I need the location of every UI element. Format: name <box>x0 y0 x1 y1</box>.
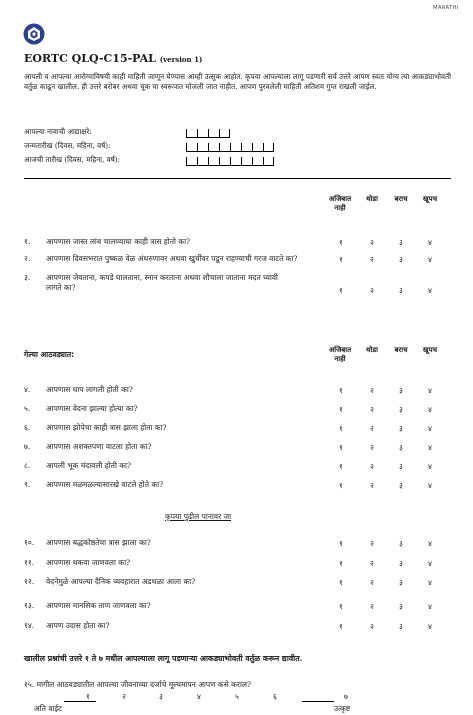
answer-option[interactable]: ३ <box>399 386 403 395</box>
answer-option[interactable]: ३ <box>399 286 403 295</box>
scale-tick <box>302 701 334 702</box>
answer-option[interactable]: २ <box>370 386 374 395</box>
scale-option-2[interactable]: २ <box>122 692 126 701</box>
answer-option[interactable]: ३ <box>399 539 403 548</box>
divider <box>24 178 451 179</box>
answer-option[interactable]: ४ <box>428 443 432 452</box>
question-number: ४. <box>24 385 31 394</box>
today-date-label: आजची तारीख (दिवस, महिना, वर्ष): <box>24 155 120 164</box>
answer-option[interactable]: २ <box>370 578 374 587</box>
question-number: १३. <box>24 601 35 610</box>
answer-option[interactable]: २ <box>370 481 374 490</box>
answer-option[interactable]: १ <box>339 481 343 490</box>
question-number: १५. <box>24 680 35 689</box>
answer-option[interactable]: ४ <box>428 405 432 414</box>
answer-option[interactable]: ३ <box>399 578 403 587</box>
col-header-not-at-all: अजिबात नाही <box>328 346 352 363</box>
intro-text: आपली व आपल्या आरोग्याविषयी काही माहिती जाणून घेण्यास आम्ही उत्सुक आहोत. कृपया आपल्याला लागू पडणारी सर्व उत्तरे आपण स्वतः योग्य त्या आकड्याभोवती वर्तुळ काढून खालील. ही उत्तरे बरोबर अथवा चूक या स्वरूपात मोजली जात नाहीत. आपण पुरवलेली माहिती अतिशय गुप्त राखली जाईल. <box>24 72 451 91</box>
answer-option[interactable]: ३ <box>399 622 403 631</box>
col-header-quite-a-bit: बराच <box>394 346 408 354</box>
form-version: (version 1) <box>159 55 203 64</box>
form-title-main: EORTC QLQ-C15-PAL <box>24 52 156 65</box>
scale-option-4[interactable]: ४ <box>197 692 201 701</box>
col-header-very-much: खूपच <box>422 195 438 203</box>
question-number: १०. <box>24 538 35 547</box>
question-text: वेदनेमुळे आपल्या दैनिक व्यवहारात अडथळा आला का? <box>46 577 196 586</box>
col-header-not-at-all: अजिबात नाही <box>328 195 352 212</box>
question-number: ७. <box>24 442 31 451</box>
answer-option[interactable]: ३ <box>399 238 403 247</box>
question-text: आपणास झोपेचा काही त्रास झाला होता का? <box>46 423 167 432</box>
question-text: आपणास थकवा जाणवला का? <box>46 558 131 567</box>
question-text: आपणास बद्धकोष्ठतेचा त्रास झाला का? <box>46 538 151 547</box>
answer-option[interactable]: १ <box>339 443 343 452</box>
answer-option[interactable]: २ <box>370 622 374 631</box>
answer-option[interactable]: २ <box>370 286 374 295</box>
question-number: ३. <box>24 273 31 282</box>
scale-option-5[interactable]: ५ <box>235 692 239 701</box>
col-header-quite-a-bit: बराच <box>394 195 408 203</box>
answer-option[interactable]: २ <box>370 405 374 414</box>
answer-option[interactable]: ४ <box>428 539 432 548</box>
question-text: आपणास मानसिक ताण जाणवला का? <box>46 601 151 610</box>
answer-option[interactable]: १ <box>339 539 343 548</box>
col-header-a-little: थोडा <box>366 195 378 203</box>
answer-option[interactable]: १ <box>339 578 343 587</box>
question-number: २. <box>24 254 31 263</box>
answer-option[interactable]: ४ <box>428 602 432 611</box>
scale-option-3[interactable]: ३ <box>159 692 163 701</box>
question-text: आपणास मळमळल्यासारखे वाटले होते का? <box>46 480 164 489</box>
initials-label: आपल्या नावाची आद्याक्षरे: <box>24 127 92 136</box>
answer-option[interactable]: ४ <box>428 424 432 433</box>
scale-tick <box>64 701 96 702</box>
answer-option[interactable]: २ <box>370 238 374 247</box>
question-text: आपली भूक मंदावली होती का? <box>46 461 131 470</box>
question-text: आपणास धाप लागली होती का? <box>46 385 133 394</box>
answer-option[interactable]: ४ <box>428 622 432 631</box>
question-number: १४. <box>24 621 35 630</box>
question-text: आपणास जेवताना, कपडे घालताना, स्नान करताना अथवा शौचाला जाताना मदत घ्यावी लागते का? <box>46 273 278 292</box>
answer-option[interactable]: २ <box>370 602 374 611</box>
answer-option[interactable]: २ <box>370 443 374 452</box>
scale-option-6[interactable]: ६ <box>273 692 277 701</box>
answer-option[interactable]: ४ <box>428 578 432 587</box>
question-number: ९. <box>24 480 31 489</box>
answer-option[interactable]: ४ <box>428 386 432 395</box>
answer-option[interactable]: १ <box>339 559 343 568</box>
answer-option[interactable]: २ <box>370 462 374 471</box>
answer-option[interactable]: ४ <box>428 255 432 264</box>
answer-option[interactable]: ३ <box>399 481 403 490</box>
question-text: आपणास वेदना झाल्या होत्या का? <box>46 404 138 413</box>
answer-option[interactable]: ३ <box>399 602 403 611</box>
answer-option[interactable]: ४ <box>428 559 432 568</box>
question-text: आपणास जास्त लांब चालण्याचा काही त्रास होतो का? <box>46 237 191 246</box>
answer-option[interactable]: १ <box>339 462 343 471</box>
question-number: ८. <box>24 461 31 470</box>
answer-option[interactable]: ४ <box>428 481 432 490</box>
answer-option[interactable]: २ <box>370 559 374 568</box>
answer-option[interactable]: १ <box>339 238 343 247</box>
birthdate-label: जन्मतारीख (दिवस, महिना, वर्ष): <box>24 141 111 150</box>
answer-option[interactable]: १ <box>339 602 343 611</box>
answer-option[interactable]: १ <box>339 405 343 414</box>
language-label: MARATHI <box>433 5 459 11</box>
question-number: ५. <box>24 404 31 413</box>
section-heading: गेल्या आठवड्यात: <box>24 350 75 359</box>
answer-option[interactable]: ३ <box>399 559 403 568</box>
answer-option[interactable]: ३ <box>399 255 403 264</box>
answer-option[interactable]: १ <box>339 386 343 395</box>
answer-option[interactable]: ४ <box>428 238 432 247</box>
answer-option[interactable]: ३ <box>399 462 403 471</box>
question-number: १. <box>24 237 31 246</box>
question-number: ११. <box>24 558 35 567</box>
form-title <box>24 52 202 65</box>
question-number: ६. <box>24 423 31 432</box>
question-text: आपणास अशक्तपणा वाटला होता का? <box>46 442 152 451</box>
eortc-logo <box>23 23 45 45</box>
col-header-very-much: खूपच <box>422 346 438 354</box>
scale-high-label: उत्कृष्ट <box>334 704 351 713</box>
question-number: १२. <box>24 577 35 586</box>
scale-low-label: अति वाईट <box>34 704 62 713</box>
answer-option[interactable]: १ <box>339 286 343 295</box>
question-text: आपण उदास होता का? <box>46 621 110 630</box>
answer-option[interactable]: २ <box>370 255 374 264</box>
answer-option[interactable]: ३ <box>399 443 403 452</box>
scale-option-1[interactable]: १ <box>86 692 90 701</box>
answer-option[interactable]: २ <box>370 424 374 433</box>
col-header-a-little: थोडा <box>366 346 378 354</box>
page-turn-note: कृपया पुढील पानावर जा <box>165 512 232 521</box>
question-text: आपणास दिवसभरात पुष्कळ वेळ अंथरुणावर अथवा खुर्चीवर पडून राहण्याची गरज वाटते का? <box>46 254 298 263</box>
answer-option[interactable]: २ <box>370 539 374 548</box>
answer-option[interactable]: ३ <box>399 405 403 414</box>
question-row-15 <box>24 680 251 690</box>
final-instruction: खालील प्रश्नांची उत्तरे १ ते ७ मधील आपल्याला लागू पडणाऱ्या आकड्याभोवती वर्तुळ करून द्यावीत. <box>24 654 303 663</box>
initials-field[interactable] <box>186 129 230 138</box>
answer-option[interactable]: ४ <box>428 462 432 471</box>
answer-option[interactable]: १ <box>339 255 343 264</box>
answer-option[interactable]: १ <box>339 424 343 433</box>
answer-option[interactable]: ३ <box>399 424 403 433</box>
answer-option[interactable]: १ <box>339 622 343 631</box>
question-text: मागील आठवड्यातील आपल्या जीवनाच्या दर्जाचे मूल्यमापन आपण कसे कराल? <box>36 680 252 689</box>
scale-option-7[interactable]: ७ <box>344 692 348 701</box>
answer-option[interactable]: ४ <box>428 286 432 295</box>
today-date-field[interactable] <box>186 157 274 166</box>
birthdate-field[interactable] <box>186 143 274 152</box>
